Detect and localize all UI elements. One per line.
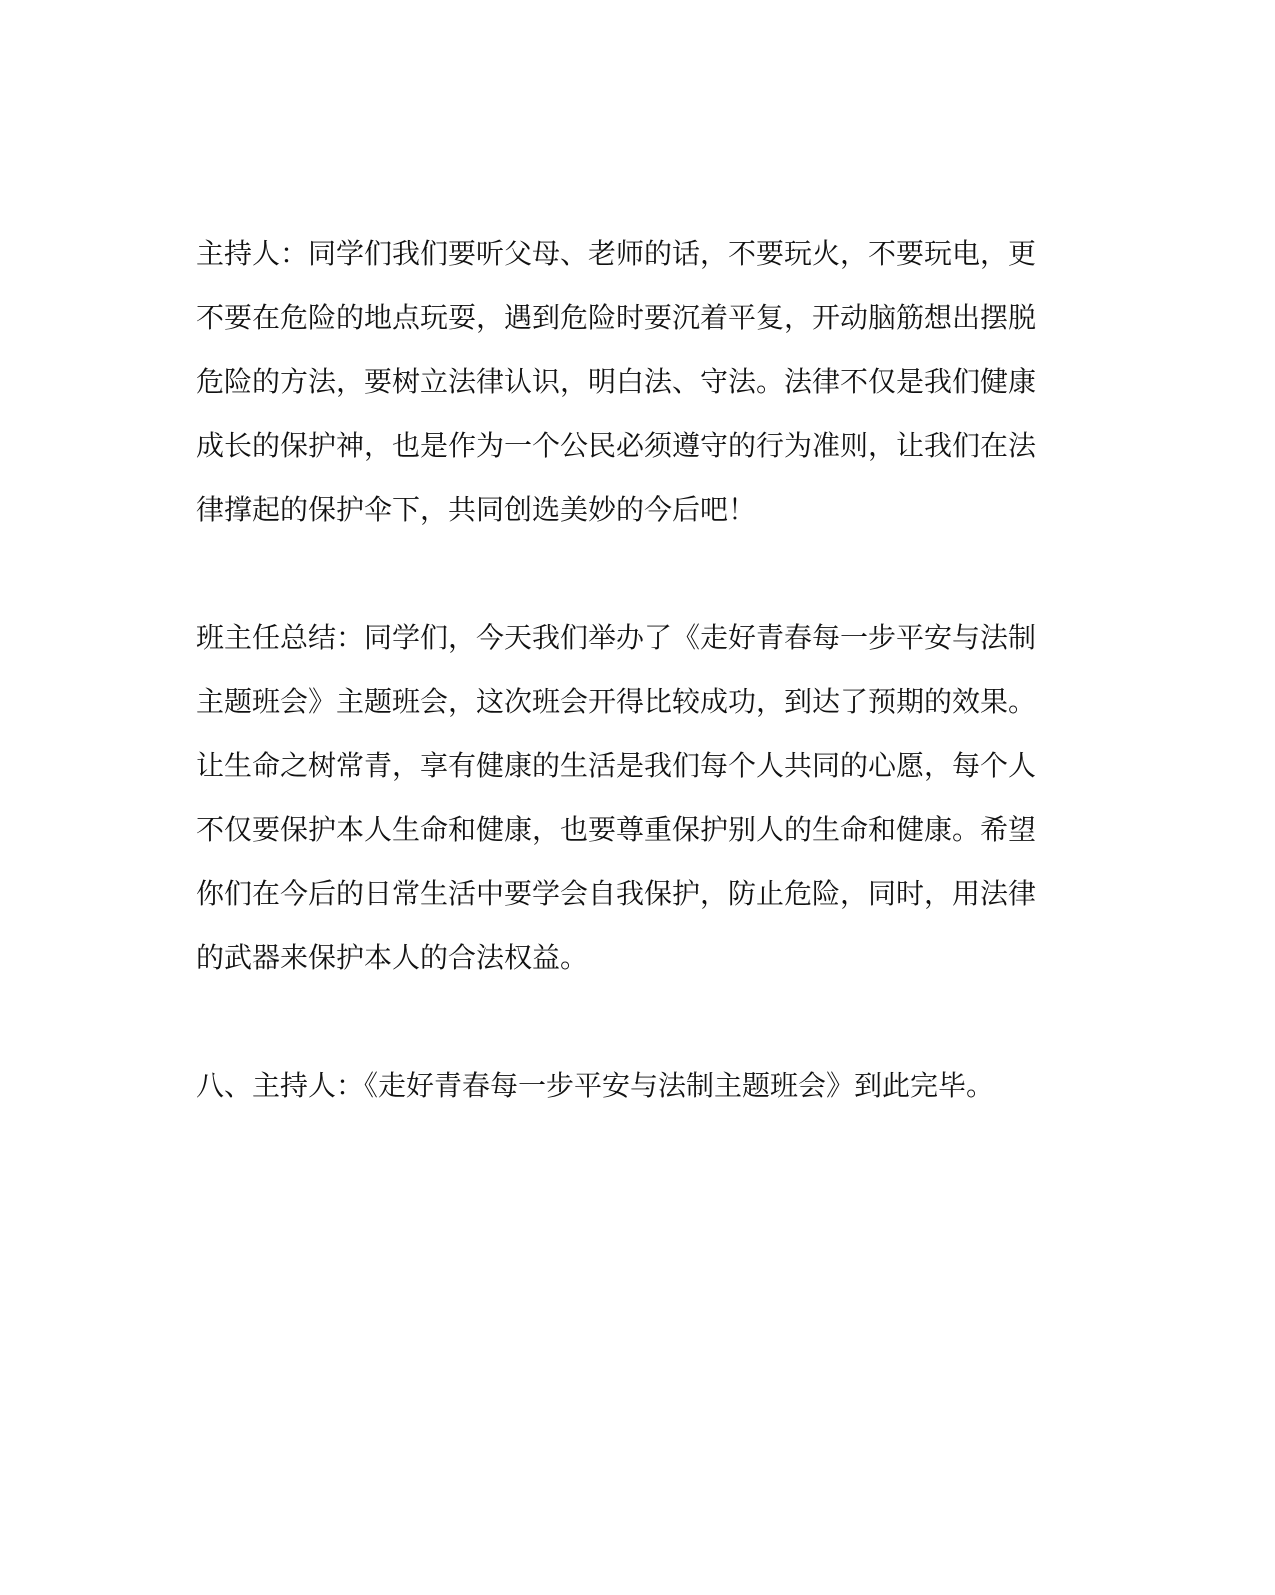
text-line: 八、主持人：《走好青春每一步平安与法制主题班会》到此完毕。 [196, 1069, 995, 1102]
text-line: 的武器来保护本人的合法权益。 [196, 941, 589, 974]
text-line: 不要在危险的地点玩耍，遇到危险时要沉着平复，开动脑筋想出摆脱 [196, 301, 1037, 334]
document-body [196, 222, 1066, 1118]
text-line: 主题班会》主题班会，这次班会开得比较成功，到达了预期的效果。 [196, 685, 1037, 718]
paragraph-host-remarks [196, 222, 1066, 542]
text-line: 你们在今后的日常生活中要学会自我保护，防止危险，同时，用法律 [196, 877, 1037, 910]
text-line: 成长的保护神，也是作为一个公民必须遵守的行为准则，让我们在法 [196, 429, 1037, 462]
paragraph-closing [196, 1054, 1066, 1118]
text-line: 让生命之树常青，享有健康的生活是我们每个人共同的心愿，每个人 [196, 749, 1037, 782]
paragraph-teacher-summary [196, 606, 1066, 990]
text-line: 不仅要保护本人生命和健康，也要尊重保护别人的生命和健康。希望 [196, 813, 1037, 846]
text-line: 主持人：同学们我们要听父母、老师的话，不要玩火，不要玩电，更 [196, 237, 1037, 270]
text-line: 律撑起的保护伞下，共同创选美妙的今后吧！ [196, 493, 757, 526]
text-line: 班主任总结：同学们，今天我们举办了《走好青春每一步平安与法制 [196, 621, 1037, 654]
text-line: 危险的方法，要树立法律认识，明白法、守法。法律不仅是我们健康 [196, 365, 1037, 398]
